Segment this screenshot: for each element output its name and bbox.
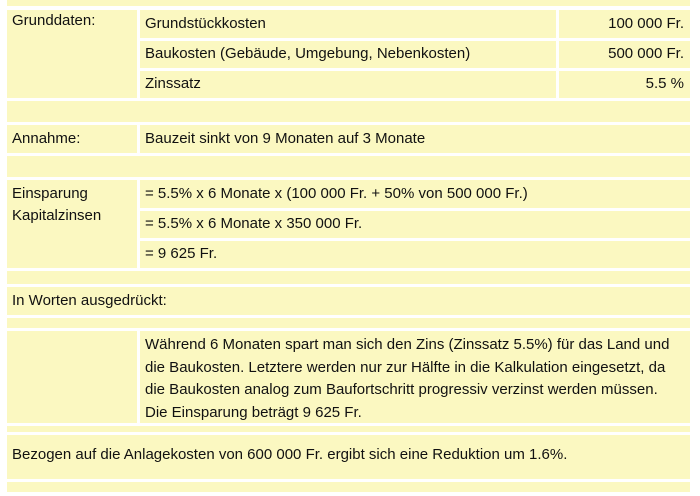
spacer-row <box>7 318 690 328</box>
basics-label: Grunddaten: <box>7 10 137 98</box>
assumption-label: Annahme: <box>7 125 137 153</box>
basics-item-interest: Zinssatz <box>140 71 556 98</box>
in-words-heading: In Worten ausgedrückt: <box>7 287 690 315</box>
basics-value-land: 100 000 Fr. <box>559 10 690 38</box>
conclusion-text: Bezogen auf die Anlagekosten von 600 000 Fr. ergibt sich eine Reduktion um 1.6%. <box>7 435 690 479</box>
basics-item-construction: Baukosten (Gebäude, Umgebung, Nebenkosten) <box>140 41 556 68</box>
basics-value-interest: 5.5 % <box>559 71 690 98</box>
spacer-row <box>7 156 690 177</box>
paragraph-indent-cell <box>7 331 137 423</box>
in-words-paragraph: Während 6 Monaten spart man sich den Zins (Zinssatz 5.5%) für das Land und die Baukosten. Letztere werden nur zur Hälfte in die Kalkulation eingesetzt, da die Baukosten analog zum Baufortschritt progressiv verzinst werden müssen. Die Einsparung beträgt 9 625 Fr. <box>140 331 690 423</box>
spacer-row <box>7 101 690 122</box>
basics-item-land: Grundstückkosten <box>140 10 556 38</box>
savings-label <box>7 180 137 268</box>
spacer-row <box>7 271 690 284</box>
top-spacer-row <box>7 0 690 6</box>
savings-result: = 9 625 Fr. <box>140 241 690 268</box>
savings-formula-line2: = 5.5% x 6 Monate x 350 000 Fr. <box>140 211 690 238</box>
savings-label-line1: Einsparung <box>12 185 88 202</box>
basics-value-construction: 500 000 Fr. <box>559 41 690 68</box>
spacer-row <box>7 426 690 432</box>
assumption-text: Bauzeit sinkt von 9 Monaten auf 3 Monate <box>140 125 690 153</box>
bottom-spacer-row <box>7 482 690 492</box>
savings-formula-line1: = 5.5% x 6 Monate x (100 000 Fr. + 50% von 500 000 Fr.) <box>140 180 690 208</box>
savings-label-line2: Kapitalzinsen <box>12 207 102 224</box>
